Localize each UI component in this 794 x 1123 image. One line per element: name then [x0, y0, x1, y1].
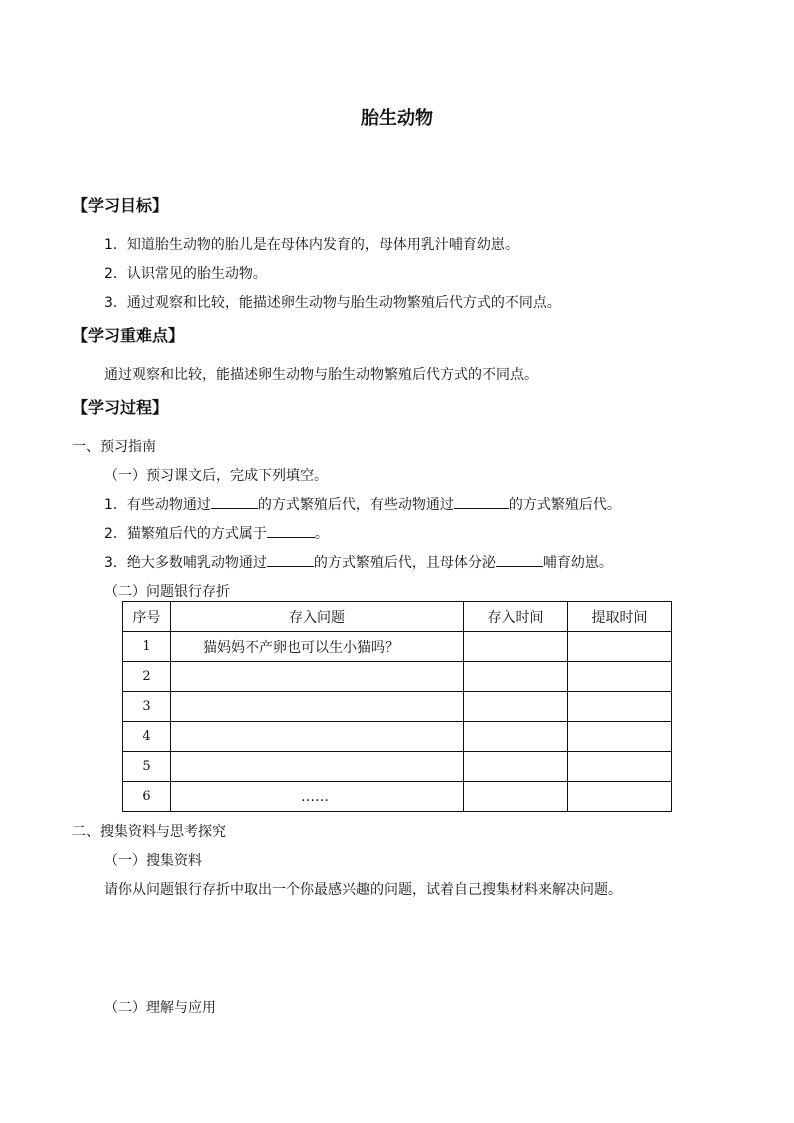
fill-blank-4[interactable]: [267, 552, 314, 567]
process-heading: 【学习过程】: [72, 398, 169, 417]
header-number: 序号: [123, 602, 171, 632]
row-question[interactable]: [171, 662, 464, 692]
table-header-row: [123, 602, 672, 632]
fill-q3-text-a: 3．绝大多数哺乳动物通过: [104, 555, 267, 571]
part1-sub1: （一）预习课文后，完成下列填空。: [104, 468, 328, 484]
row-withdraw-time[interactable]: [568, 632, 672, 662]
fill-q2-text-b: 。: [314, 526, 329, 542]
fill-question-2: [104, 523, 329, 543]
row-withdraw-time[interactable]: [568, 692, 672, 722]
part2-sub1: （一）搜集资料: [104, 853, 202, 869]
row-withdraw-time[interactable]: [568, 752, 672, 782]
row-deposit-time[interactable]: [464, 632, 568, 662]
fill-blank-2[interactable]: [454, 494, 509, 509]
fill-question-3: [104, 552, 613, 572]
fill-blank-1[interactable]: [211, 494, 258, 509]
row-number: 3: [123, 692, 171, 722]
row-withdraw-time[interactable]: [568, 782, 672, 812]
goal-item-1: 1．知道胎生动物的胎儿是在母体内发育的，母体用乳汁哺育幼崽。: [104, 237, 519, 253]
fill-q2-text-a: 2．猫繁殖后代的方式属于: [104, 526, 267, 542]
row-question[interactable]: [171, 722, 464, 752]
row-number: 5: [123, 752, 171, 782]
key-points-text: 通过观察和比较，能描述卵生动物与胎生动物繁殖后代方式的不同点。: [104, 367, 538, 383]
fill-blank-3[interactable]: [267, 523, 315, 538]
part1-sub2: （二）问题银行存折: [104, 584, 230, 600]
goal-item-3: 3．通过观察和比较，能描述卵生动物与胎生动物繁殖后代方式的不同点。: [104, 295, 561, 311]
table-row: [123, 632, 672, 662]
fill-q1-text-c: 的方式繁殖后代。: [508, 497, 621, 513]
row-question[interactable]: [171, 752, 464, 782]
header-question: 存入问题: [171, 602, 464, 632]
row-deposit-time[interactable]: [464, 662, 568, 692]
table-row: [123, 752, 672, 782]
fill-q3-text-c: 哺育幼崽。: [542, 555, 613, 571]
table-row: [123, 722, 672, 752]
row-deposit-time[interactable]: [464, 752, 568, 782]
fill-q1-text-a: 1．有些动物通过: [104, 497, 211, 513]
table-row: [123, 692, 672, 722]
goals-heading: 【学习目标】: [72, 196, 169, 215]
table-row: [123, 662, 672, 692]
key-points-heading: 【学习重难点】: [72, 326, 185, 345]
part2-heading: 二、搜集资料与思考探究: [72, 824, 226, 840]
row-deposit-time[interactable]: [464, 722, 568, 752]
fill-q1-text-b: 的方式繁殖后代，有些动物通过: [257, 497, 454, 513]
row-number: 1: [123, 632, 171, 662]
fill-question-1: [104, 494, 621, 514]
row-deposit-time[interactable]: [464, 782, 568, 812]
part1-heading: 一、预习指南: [72, 439, 156, 455]
header-deposit-time: 存入时间: [464, 602, 568, 632]
row-withdraw-time[interactable]: [568, 722, 672, 752]
part2-text: 请你从问题银行存折中取出一个你最感兴趣的问题，试着自己搜集材料来解决问题。: [104, 882, 622, 898]
header-withdraw-time: 提取时间: [568, 602, 672, 632]
row-number: 2: [123, 662, 171, 692]
row-withdraw-time[interactable]: [568, 662, 672, 692]
question-bank-table: [122, 601, 672, 812]
row-deposit-time[interactable]: [464, 692, 568, 722]
fill-q3-text-b: 的方式繁殖后代，且母体分泌: [313, 555, 496, 571]
part2-sub2: （二）理解与应用: [104, 1000, 216, 1016]
row-question[interactable]: ……: [171, 782, 464, 812]
row-number: 6: [123, 782, 171, 812]
row-question[interactable]: 猫妈妈不产卵也可以生小猫吗？: [171, 632, 464, 662]
fill-blank-5[interactable]: [496, 552, 543, 567]
goal-item-2: 2．认识常见的胎生动物。: [104, 266, 267, 282]
row-question[interactable]: [171, 692, 464, 722]
page-title: 胎生动物: [361, 108, 433, 129]
row-number: 4: [123, 722, 171, 752]
table-row: [123, 782, 672, 812]
